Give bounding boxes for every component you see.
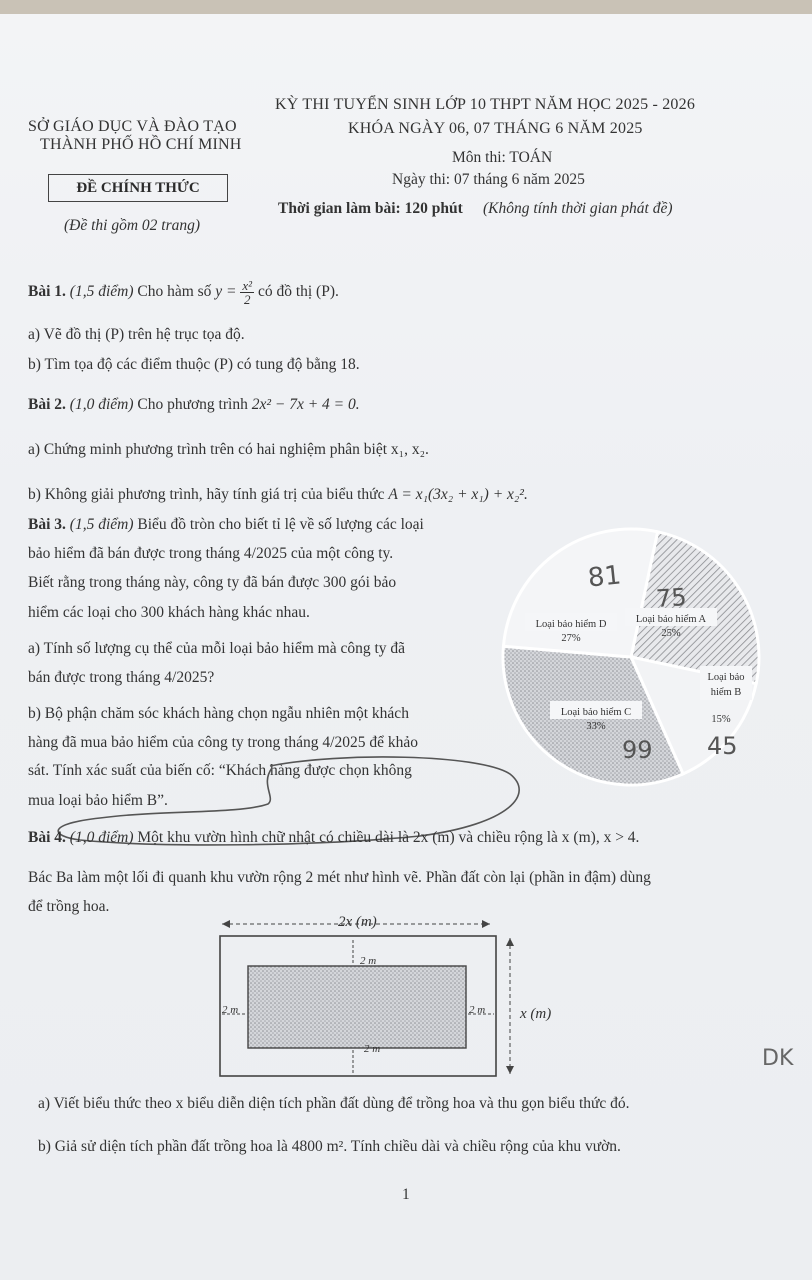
pie-percent-a: 25% <box>661 628 681 639</box>
bai3-line-7: hàng đã mua bảo hiểm của công ty trong tháng 4/2025 để khảo <box>28 734 418 751</box>
pie-label-b: Loại bảo <box>707 672 745 683</box>
pie-percent-b: 15% <box>711 714 731 725</box>
bai2-b: b) Không giải phương trình, hãy tính giá trị của biểu thức A = x₁(3x₂ + x₁) + x₂². <box>28 486 528 503</box>
dept-line1: SỞ GIÁO DỤC VÀ ĐÀO TẠO <box>28 118 237 135</box>
pie-label-b: hiểm B <box>710 687 742 698</box>
bai3-line-5: bán được trong tháng 4/2025? <box>28 669 215 686</box>
bai4-b: b) Giả sử diện tích phần đất trồng hoa là 4800 m². Tính chiều dài và chiều rộng của khu vườn. <box>38 1138 621 1155</box>
bai4-a: a) Viết biểu thức theo x biểu diễn diện tích phần đất dùng để trồng hoa và thu gọn biểu thức đó. <box>38 1095 630 1112</box>
bai2-intro: Bài 2. (1,0 điểm) Cho phương trình 2x² − 7x + 4 = 0. <box>28 396 360 413</box>
bai3-line-2: Biết rằng trong tháng này, công ty đã bán được 300 gói bảo <box>28 574 397 591</box>
exam-date: Ngày thi: 07 tháng 6 năm 2025 <box>392 171 585 188</box>
fraction-x2-over-2: $\frac{\text{x²}}{2}$ <box>242 278 253 307</box>
bai3-line-6: b) Bộ phận chăm sóc khách hàng chọn ngẫu nhiên một khách <box>28 705 409 722</box>
fig-gap-right: 2 m <box>469 1004 486 1016</box>
handwritten-81: 81 <box>586 560 623 594</box>
handwritten-45: 45 <box>707 732 738 760</box>
bai2-a: a) Chứng minh phương trình trên có hai nghiệm phân biệt x₁, x₂. <box>28 441 429 458</box>
pages-note: (Đề thi gồm 02 trang) <box>64 217 201 234</box>
page-number: 1 <box>402 1186 410 1203</box>
duration-note: (Không tính thời gian phát đề) <box>483 200 673 217</box>
handwritten-dk: DK <box>762 1046 794 1071</box>
bai3-line-4: a) Tính số lượng cụ thể của mỗi loại bảo hiểm mà công ty đã <box>28 640 406 657</box>
pie-label-c: Loại bảo hiểm C <box>560 707 632 718</box>
fig-gap-top: 2 m <box>360 955 377 967</box>
pie-label-a: Loại bảo hiểm A <box>635 614 707 625</box>
exam-title: KỲ THI TUYỂN SINH LỚP 10 THPT NĂM HỌC 2025 - 2026 <box>275 96 696 113</box>
handwritten-99: 99 <box>622 736 653 764</box>
pie-percent-d: 27% <box>561 633 581 644</box>
bai3-line-8: sát. Tính xác suất của biến cố: “Khách hàng được chọn không <box>28 762 412 779</box>
bai3-line-9: mua loại bảo hiểm B”. <box>28 792 168 809</box>
bai3-line-3: hiểm các loại cho 300 khách hàng khác nhau. <box>28 604 310 621</box>
pie-label-d: Loại bảo hiểm D <box>535 619 607 630</box>
fig-gap-bottom: 2 m <box>364 1043 381 1055</box>
fig-length-label: 2x (m) <box>338 914 377 930</box>
garden-figure <box>210 902 570 1078</box>
exam-session: KHÓA NGÀY 06, 07 THÁNG 6 NĂM 2025 <box>348 120 643 137</box>
duration: Thời gian làm bài: 120 phút <box>278 200 463 217</box>
bai4-line1: Bài 4. (1,0 điểm) Một khu vườn hình chữ nhật có chiều dài là 2x (m) và chiều rộng là x (m), x > 4. <box>28 829 640 846</box>
bai1-intro: Bài 1. (1,5 điểm) Cho hàm số y = $\frac{\text{x²}}{2}$ có đồ thị (P). <box>28 278 339 307</box>
exam-paper <box>0 14 812 1280</box>
bai3-line-0: Bài 3. (1,5 điểm) Biểu đồ tròn cho biết tỉ lệ về số lượng các loại <box>28 516 424 533</box>
subject: Môn thi: TOÁN <box>452 149 553 166</box>
bai1-b: b) Tìm tọa độ các điểm thuộc (P) có tung độ bằng 18. <box>28 356 360 373</box>
fig-width-label: x (m) <box>520 1006 552 1022</box>
dept-line2: THÀNH PHỐ HỒ CHÍ MINH <box>40 136 242 153</box>
fig-gap-left: 2 m <box>222 1004 239 1016</box>
bai4-line2: Bác Ba làm một lối đi quanh khu vườn rộng 2 mét như hình vẽ. Phần đất còn lại (phần in đậm) dùng <box>28 869 651 886</box>
handwritten-75: 75 <box>655 582 688 614</box>
pie-percent-c: 33% <box>586 721 606 732</box>
bai1-a: a) Vẽ đồ thị (P) trên hệ trục tọa độ. <box>28 326 245 343</box>
bai3-line-1: bảo hiểm đã bán được trong tháng 4/2025 của một công ty. <box>28 545 394 562</box>
official-box: ĐỀ CHÍNH THỨC <box>48 174 228 202</box>
bai4-line3: để trồng hoa. <box>28 898 110 915</box>
